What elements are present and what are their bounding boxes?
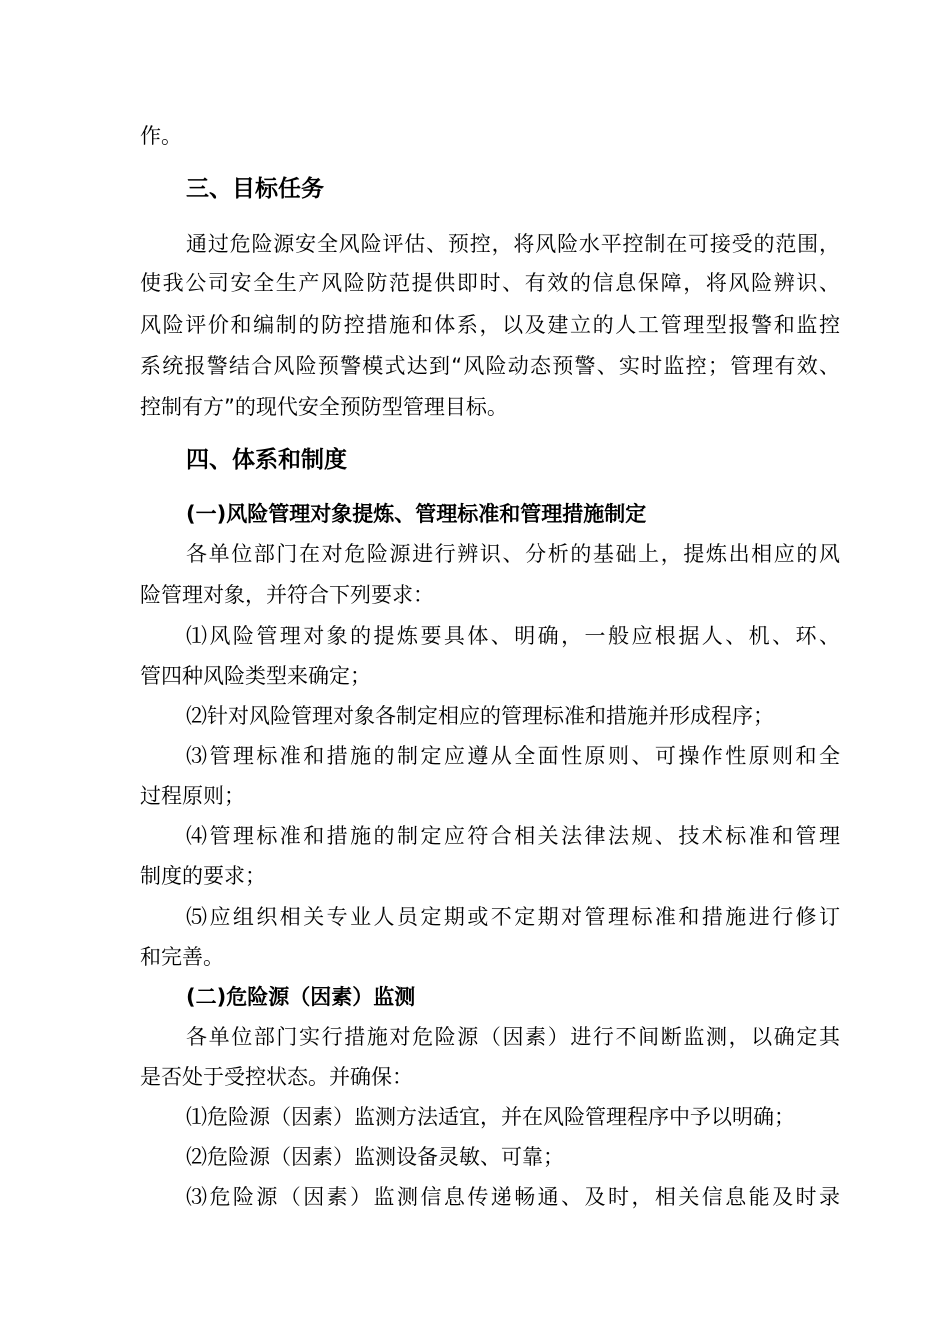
list-item-line: 过程原则；	[140, 784, 245, 808]
text-line: 使我公司安全生产风险防范提供即时、有效的信息保障，将风险辨识、	[140, 271, 840, 295]
list-item-line: ⑵针对风险管理对象各制定相应的管理标准和措施并形成程序；	[186, 704, 774, 728]
list-item-line: ⑸应组织相关专业人员定期或不定期对管理标准和措施进行修订	[186, 905, 840, 929]
text-line: 各单位部门实行措施对危险源（因素）进行不间断监测，以确定其	[186, 1025, 840, 1049]
text-line: 是否处于受控状态。并确保：	[140, 1065, 413, 1089]
list-item-line: ⑶管理标准和措施的制定应遵从全面性原则、可操作性原则和全	[186, 744, 840, 768]
subsection-heading-1: (一)风险管理对象提炼、管理标准和管理措施制定	[186, 502, 647, 526]
text-line: 控制有方”的现代安全预防型管理目标。	[140, 395, 508, 419]
list-item-line: 管四种风险类型来确定；	[140, 664, 371, 688]
section-heading-system: 四、体系和制度	[186, 447, 347, 473]
list-item-line: ⑴危险源（因素）监测方法适宜，并在风险管理程序中予以明确；	[186, 1105, 795, 1129]
list-item-line: ⑵危险源（因素）监测设备灵敏、可靠；	[186, 1145, 564, 1169]
subsection-heading-2: (二)危险源（因素）监测	[186, 985, 416, 1009]
text-line: 作。	[140, 124, 182, 148]
list-item-line: 和完善。	[140, 945, 224, 969]
text-line: 风险评价和编制的防控措施和体系，以及建立的人工管理型报警和监控	[140, 313, 840, 337]
list-item-line: 制度的要求；	[140, 864, 266, 888]
list-item-line: ⑶危险源（因素）监测信息传递畅通、及时，相关信息能及时录	[186, 1185, 840, 1209]
list-item-line: ⑷管理标准和措施的制定应符合相关法律法规、技术标准和管理	[186, 824, 840, 848]
text-line: 通过危险源安全风险评估、预控，将风险水平控制在可接受的范围，	[186, 232, 840, 256]
text-line: 各单位部门在对危险源进行辨识、分析的基础上，提炼出相应的风	[186, 542, 840, 566]
text-line: 系统报警结合风险预警模式达到“风险动态预警、实时监控；管理有效、	[140, 354, 840, 378]
list-item-line: ⑴风险管理对象的提炼要具体、明确，一般应根据人、机、环、	[186, 624, 840, 648]
text-line: 险管理对象，并符合下列要求：	[140, 583, 434, 607]
section-heading-goals: 三、目标任务	[186, 176, 324, 202]
